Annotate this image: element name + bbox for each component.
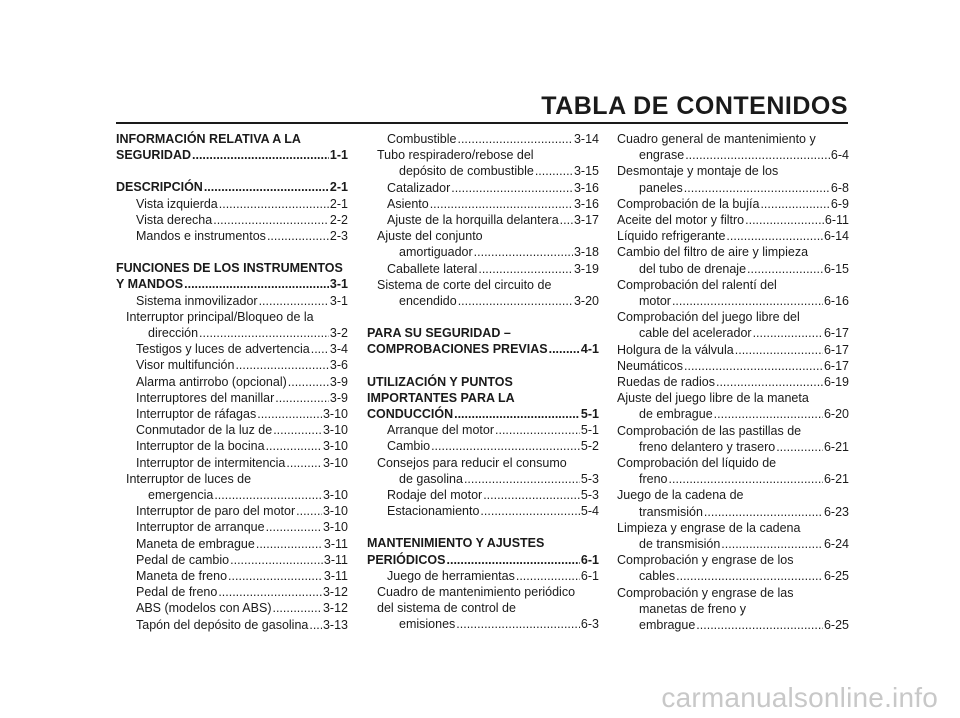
toc-entry-text: Sistema de corte del circuito de: [377, 277, 552, 292]
dot-leader: [199, 325, 329, 341]
toc-entry-text: Asiento: [387, 196, 429, 211]
toc-entry-text: Combustible: [387, 132, 457, 146]
toc-page-number: 3-10: [322, 455, 348, 470]
toc-entry[interactable]: [367, 228, 599, 260]
toc-entry-text: DESCRIPCIÓN: [116, 180, 203, 195]
toc-entry-text: Arranque del motor: [387, 423, 495, 438]
dot-leader: [483, 487, 580, 503]
toc-entry-text: Tapón del depósito de gasolina: [136, 617, 309, 632]
toc-entry-text: Aceite del motor y filtro: [617, 213, 745, 228]
toc-page-number: 3-11: [323, 552, 348, 567]
toc-entry-text: Comprobación y engrase de los: [617, 553, 794, 568]
title-rule: [116, 122, 848, 124]
toc-entry[interactable]: [367, 325, 599, 357]
dot-leader: [309, 617, 322, 633]
dot-leader: [275, 390, 329, 406]
toc-entry-text: Y MANDOS: [116, 277, 184, 292]
toc-entry-text: SEGURIDAD: [116, 148, 192, 163]
dot-leader: [464, 471, 580, 487]
toc-page-number: 5-1: [580, 423, 599, 438]
toc-page-number: 6-1: [580, 552, 599, 567]
toc-page-number: 6-25: [823, 569, 849, 584]
toc-entry-text: freno delantero y trasero: [639, 439, 776, 454]
toc-page-number: 6-11: [824, 213, 849, 228]
toc-page-number: 3-9: [329, 374, 348, 389]
dot-leader: [672, 293, 823, 309]
toc-entry-text: Cambio del filtro de aire y limpieza: [617, 245, 809, 260]
toc-entry-text: Cuadro de mantenimiento periódico: [377, 585, 576, 600]
toc-page-number: 3-14: [573, 132, 599, 146]
toc-entry-text: Ajuste del juego libre de la maneta: [617, 391, 809, 406]
toc-entry[interactable]: [116, 584, 348, 600]
toc-entry-text: Comprobación del juego libre del: [617, 310, 800, 325]
toc-page-number: 3-10: [322, 407, 348, 422]
toc-page-number: 3-13: [322, 617, 348, 632]
toc-entry[interactable]: [116, 341, 348, 357]
toc-entry-text: Juego de herramientas: [387, 568, 515, 583]
toc-page-number: 6-16: [823, 294, 849, 309]
dot-leader: [273, 422, 322, 438]
toc-entry[interactable]: [617, 196, 849, 212]
toc-entry-text: INFORMACIÓN RELATIVA A LA: [116, 132, 301, 146]
toc-entry[interactable]: [367, 147, 599, 179]
toc-page-number: 6-9: [830, 196, 849, 211]
dot-leader: [184, 276, 329, 292]
toc-entry-text: Limpieza y engrase de la cadena: [617, 520, 801, 535]
toc-page-number: 3-10: [322, 488, 348, 503]
toc-entry[interactable]: [367, 212, 599, 228]
toc-page-number: 6-15: [823, 261, 849, 276]
toc-entry[interactable]: [367, 487, 599, 503]
toc-entry-text: Visor multifunción: [136, 358, 235, 373]
dot-leader: [259, 293, 329, 309]
toc-entry-text: del sistema de control de: [377, 601, 516, 616]
dot-leader: [447, 552, 580, 568]
dot-leader: [431, 438, 580, 454]
toc-page-number: 6-17: [823, 326, 849, 341]
dot-leader: [288, 374, 329, 390]
dot-leader: [676, 568, 823, 584]
toc-entry-text: motor: [639, 294, 671, 309]
toc-entry-text: Catalizador: [387, 180, 451, 195]
toc-entry-text: PARA SU SEGURIDAD –: [367, 326, 511, 341]
dot-leader: [714, 406, 823, 422]
toc-entry-text: Cuadro general de mantenimiento y: [617, 132, 816, 146]
toc-entry[interactable]: [116, 228, 348, 244]
toc-entry[interactable]: [116, 357, 348, 373]
toc-entry-text: Tubo respiradero/rebose del: [377, 148, 534, 163]
toc-entry-text: Interruptor principal/Bloqueo de la: [126, 309, 314, 324]
toc-entry-text: COMPROBACIONES PREVIAS: [367, 342, 548, 357]
toc-page-number: 5-2: [580, 439, 599, 454]
toc-page-number: 6-17: [823, 358, 849, 373]
toc-entry-text: PERIÓDICOS: [367, 552, 446, 567]
toc-entry[interactable]: [116, 519, 348, 535]
toc-page-number: 3-10: [322, 504, 348, 519]
toc-entry[interactable]: [617, 244, 849, 276]
toc-entry[interactable]: [116, 455, 348, 471]
dot-leader: [192, 147, 329, 163]
dot-leader: [430, 196, 573, 212]
dot-leader: [495, 422, 580, 438]
toc-entry-text: del tubo de drenaje: [639, 261, 747, 276]
toc-entry-text: de embrague: [639, 407, 713, 422]
dot-leader: [456, 616, 580, 632]
toc-entry-text: Interruptor de intermitencia: [136, 455, 286, 470]
toc-page-number: 5-3: [580, 488, 599, 503]
toc-entry[interactable]: [617, 374, 849, 390]
toc-page-number: 6-14: [823, 229, 849, 244]
toc-entry[interactable]: [617, 585, 849, 634]
toc-page-number: 6-3: [580, 617, 599, 632]
toc-page-number: 1-1: [329, 148, 348, 163]
toc-entry-text: IMPORTANTES PARA LA: [367, 390, 515, 405]
dot-leader: [457, 131, 572, 147]
dot-leader: [204, 179, 329, 195]
toc-entry-text: MANTENIMIENTO Y AJUSTES: [367, 536, 545, 551]
toc-page-number: 3-18: [573, 245, 599, 260]
toc-entry-text: Comprobación del líquido de: [617, 456, 777, 471]
toc-entry-text: dirección: [148, 326, 199, 341]
dot-leader: [726, 228, 823, 244]
toc-entry[interactable]: [367, 438, 599, 454]
toc-entry-text: Caballete lateral: [387, 261, 478, 276]
dot-leader: [516, 568, 580, 584]
toc-entry[interactable]: [617, 520, 849, 552]
toc-column-2: [367, 131, 599, 633]
toc-page-number: 3-6: [329, 358, 348, 373]
dot-leader: [549, 341, 580, 357]
toc-entry-text: Sistema inmovilizador: [136, 293, 258, 308]
toc-page-number: 2-3: [329, 229, 348, 244]
toc-entry[interactable]: [617, 487, 849, 519]
toc-entry[interactable]: [116, 390, 348, 406]
dot-leader: [474, 244, 573, 260]
toc-entry-text: de gasolina: [399, 471, 463, 486]
toc-entry[interactable]: [367, 584, 599, 633]
toc-entry[interactable]: [617, 342, 849, 358]
toc-entry-text: de transmisión: [639, 537, 721, 552]
toc-entry-text: Alarma antirrobo (opcional): [136, 374, 287, 389]
toc-entry-text: Conmutador de la luz de: [136, 423, 273, 438]
dot-leader: [753, 325, 823, 341]
toc-entry-text: cable del acelerador: [639, 326, 752, 341]
toc-entry-text: Interruptores del manillar: [136, 390, 275, 405]
toc-entry[interactable]: [617, 552, 849, 584]
toc-page-number: 3-10: [322, 439, 348, 454]
dot-leader: [560, 212, 573, 228]
toc-entry[interactable]: [367, 374, 599, 423]
dot-leader: [213, 212, 329, 228]
toc-entry[interactable]: [116, 600, 348, 616]
dot-leader: [228, 568, 323, 584]
toc-entry[interactable]: [116, 568, 348, 584]
toc-entry[interactable]: [116, 196, 348, 212]
toc-entry-text: Comprobación y engrase de las: [617, 585, 794, 600]
toc-page-number: 5-1: [580, 407, 599, 422]
toc-entry[interactable]: [367, 422, 599, 438]
toc-entry[interactable]: [367, 277, 599, 309]
toc-entry-text: cables: [639, 569, 676, 584]
dot-leader: [266, 438, 322, 454]
toc-page-number: 3-12: [322, 601, 348, 616]
toc-page-number: 6-21: [823, 472, 849, 487]
dot-leader: [478, 261, 573, 277]
toc-entry[interactable]: [367, 261, 599, 277]
toc-entry[interactable]: [367, 196, 599, 212]
dot-leader: [704, 504, 823, 520]
toc-page-number: 3-16: [573, 180, 599, 195]
toc-entry-text: Comprobación del ralentí del: [617, 277, 777, 292]
toc-page-number: 2-2: [329, 212, 348, 227]
toc-entry[interactable]: [116, 471, 348, 503]
toc-entry-text: FUNCIONES DE LOS INSTRUMENTOS: [116, 261, 343, 276]
toc-entry-text: CONDUCCIÓN: [367, 407, 454, 422]
toc-page-number: 3-16: [573, 196, 599, 211]
toc-entry-text: Comprobación de la bujía: [617, 196, 760, 211]
toc-entry-text: Estacionamiento: [387, 504, 480, 519]
dot-leader: [451, 180, 573, 196]
toc-entry-text: Cambio: [387, 439, 431, 454]
toc-page-number: 6-17: [823, 342, 849, 357]
toc-page-number: 3-11: [323, 536, 348, 551]
dot-leader: [311, 341, 329, 357]
toc-entry[interactable]: [367, 180, 599, 196]
toc-entry[interactable]: [617, 309, 849, 341]
toc-page-number: 3-17: [573, 213, 599, 228]
toc-entry[interactable]: [617, 228, 849, 244]
toc-page-number: 3-10: [322, 520, 348, 535]
dot-leader: [266, 519, 322, 535]
toc-page-number: 3-11: [323, 569, 348, 584]
toc-page-number: 5-4: [580, 504, 599, 519]
toc-page-number: 3-19: [573, 261, 599, 276]
toc-entry-text: Vista derecha: [136, 212, 213, 227]
dot-leader: [721, 536, 823, 552]
dot-leader: [696, 617, 823, 633]
dot-leader: [256, 536, 323, 552]
toc-entry-text: emergencia: [148, 488, 214, 503]
toc-page-number: 2-1: [329, 196, 348, 211]
toc-entry-text: ABS (modelos con ABS): [136, 601, 272, 616]
dot-leader: [257, 406, 322, 422]
toc-entry-text: Juego de la cadena de: [617, 488, 744, 503]
toc-entry-text: manetas de freno y: [639, 601, 747, 616]
dot-leader: [776, 439, 823, 455]
toc-page-number: 5-3: [580, 471, 599, 486]
toc-entry-text: Holgura de la válvula: [617, 342, 734, 357]
toc-entry-text: embrague: [639, 618, 696, 633]
toc-entry-text: amortiguador: [399, 245, 473, 260]
toc-entry[interactable]: [617, 423, 849, 455]
toc-entry-text: Interruptor de ráfagas: [136, 407, 257, 422]
toc-entry-text: Testigos y luces de advertencia: [136, 342, 310, 357]
toc-entry-text: Desmontaje y montaje de los: [617, 164, 779, 179]
toc-entry[interactable]: [617, 455, 849, 487]
toc-page-number: 3-12: [322, 585, 348, 600]
toc-entry[interactable]: [116, 212, 348, 228]
toc-entry-text: Ajuste del conjunto: [377, 229, 483, 244]
toc-entry[interactable]: [367, 535, 599, 567]
toc-entry[interactable]: [116, 438, 348, 454]
toc-entry-text: transmisión: [639, 504, 703, 519]
toc-entry-text: Ajuste de la horquilla delantera: [387, 213, 559, 228]
toc-entry[interactable]: [367, 503, 599, 519]
toc-page-number: 6-1: [580, 568, 599, 583]
toc-entry[interactable]: [617, 131, 849, 163]
dot-leader: [286, 455, 322, 471]
toc-page-number: 3-1: [329, 293, 348, 308]
toc-entry-text: depósito de combustible: [399, 164, 534, 179]
toc-page-number: 3-4: [329, 342, 348, 357]
page-title: TABLA DE CONTENIDOS: [541, 92, 848, 120]
toc-page-number: 6-24: [823, 537, 849, 552]
toc-page-number: 3-15: [573, 164, 599, 179]
toc-page-number: 6-23: [823, 504, 849, 519]
toc-entry-text: Consejos para reducir el consumo: [377, 455, 567, 470]
toc-entry-text: Interruptor de luces de: [126, 471, 252, 486]
dot-leader: [458, 293, 573, 309]
toc-entry-text: paneles: [639, 180, 683, 195]
toc-entry-text: Pedal de cambio: [136, 552, 230, 567]
dot-leader: [267, 228, 329, 244]
toc-entry[interactable]: [617, 277, 849, 309]
dot-leader: [535, 163, 573, 179]
dot-leader: [669, 471, 823, 487]
toc-entry[interactable]: [367, 131, 599, 147]
toc-entry-text: Interruptor de la bocina: [136, 439, 265, 454]
dot-leader: [218, 584, 322, 600]
toc-entry-text: Neumáticos: [617, 358, 683, 373]
toc-entry[interactable]: [116, 293, 348, 309]
toc-entry[interactable]: [116, 179, 348, 195]
toc-page-number: 3-1: [329, 277, 348, 292]
dot-leader: [454, 406, 580, 422]
toc-page-number: 3-20: [573, 294, 599, 309]
toc-entry[interactable]: [617, 358, 849, 374]
dot-leader: [480, 503, 580, 519]
toc-entry-text: Interruptor de paro del motor: [136, 504, 296, 519]
dot-leader: [684, 358, 823, 374]
toc-entry-text: Maneta de embrague: [136, 536, 255, 551]
toc-entry[interactable]: [617, 163, 849, 195]
toc-page-number: 6-4: [830, 148, 849, 163]
toc-entry-text: engrase: [639, 148, 685, 163]
watermark: carmanualsonline.info: [661, 682, 938, 713]
toc-entry-text: freno: [639, 472, 668, 487]
toc-entry[interactable]: [116, 552, 348, 568]
dot-leader: [760, 196, 829, 212]
toc-entry[interactable]: [116, 309, 348, 341]
toc-entry-text: Rodaje del motor: [387, 488, 483, 503]
toc-page-number: 6-25: [823, 618, 849, 633]
toc-entry-text: Pedal de freno: [136, 585, 218, 600]
dot-leader: [716, 374, 823, 390]
dot-leader: [747, 261, 823, 277]
toc-page-number: 4-1: [580, 342, 599, 357]
toc-page-number: 3-2: [329, 326, 348, 341]
dot-leader: [230, 552, 323, 568]
toc-entry-text: Mandos e instrumentos: [136, 229, 266, 244]
toc-entry[interactable]: [367, 455, 599, 487]
toc-entry-text: Maneta de freno: [136, 569, 228, 584]
toc-entry-text: Vista izquierda: [136, 196, 218, 211]
toc-entry-text: Interruptor de arranque: [136, 520, 265, 535]
toc-entry[interactable]: [116, 617, 348, 633]
toc-entry[interactable]: [116, 260, 348, 292]
dot-leader: [219, 196, 329, 212]
dot-leader: [684, 180, 830, 196]
toc-entry[interactable]: [617, 390, 849, 422]
toc-entry[interactable]: [116, 422, 348, 438]
toc-column-3: [617, 131, 849, 633]
toc-page-number: 3-10: [322, 423, 348, 438]
toc-page-number: 2-1: [329, 180, 348, 195]
toc-entry[interactable]: [367, 568, 599, 584]
dot-leader: [735, 342, 823, 358]
toc-entry[interactable]: [116, 406, 348, 422]
toc-entry-text: Ruedas de radios: [617, 375, 715, 390]
toc-entry-text: Líquido refrigerante: [617, 229, 726, 244]
dot-leader: [685, 147, 830, 163]
dot-leader: [745, 212, 824, 228]
toc-page-number: 6-8: [830, 180, 849, 195]
toc-entry[interactable]: [116, 536, 348, 552]
toc-entry-text: Comprobación de las pastillas de: [617, 423, 802, 438]
toc-entry[interactable]: [116, 503, 348, 519]
toc-entry[interactable]: [116, 374, 348, 390]
dot-leader: [296, 503, 322, 519]
dot-leader: [272, 600, 321, 616]
toc-column-1: [116, 131, 348, 633]
toc-page-number: 6-19: [823, 375, 849, 390]
toc-page-number: 6-21: [823, 439, 849, 454]
toc-entry-text: encendido: [399, 294, 457, 309]
toc-entry-text: UTILIZACIÓN Y PUNTOS: [367, 374, 513, 389]
toc-page-number: 3-9: [329, 390, 348, 405]
toc-entry-text: emisiones: [399, 617, 456, 632]
toc-entry[interactable]: [617, 212, 849, 228]
dot-leader: [235, 357, 328, 373]
dot-leader: [214, 487, 322, 503]
toc-page-number: 6-20: [823, 407, 849, 422]
toc-entry[interactable]: [116, 131, 348, 163]
